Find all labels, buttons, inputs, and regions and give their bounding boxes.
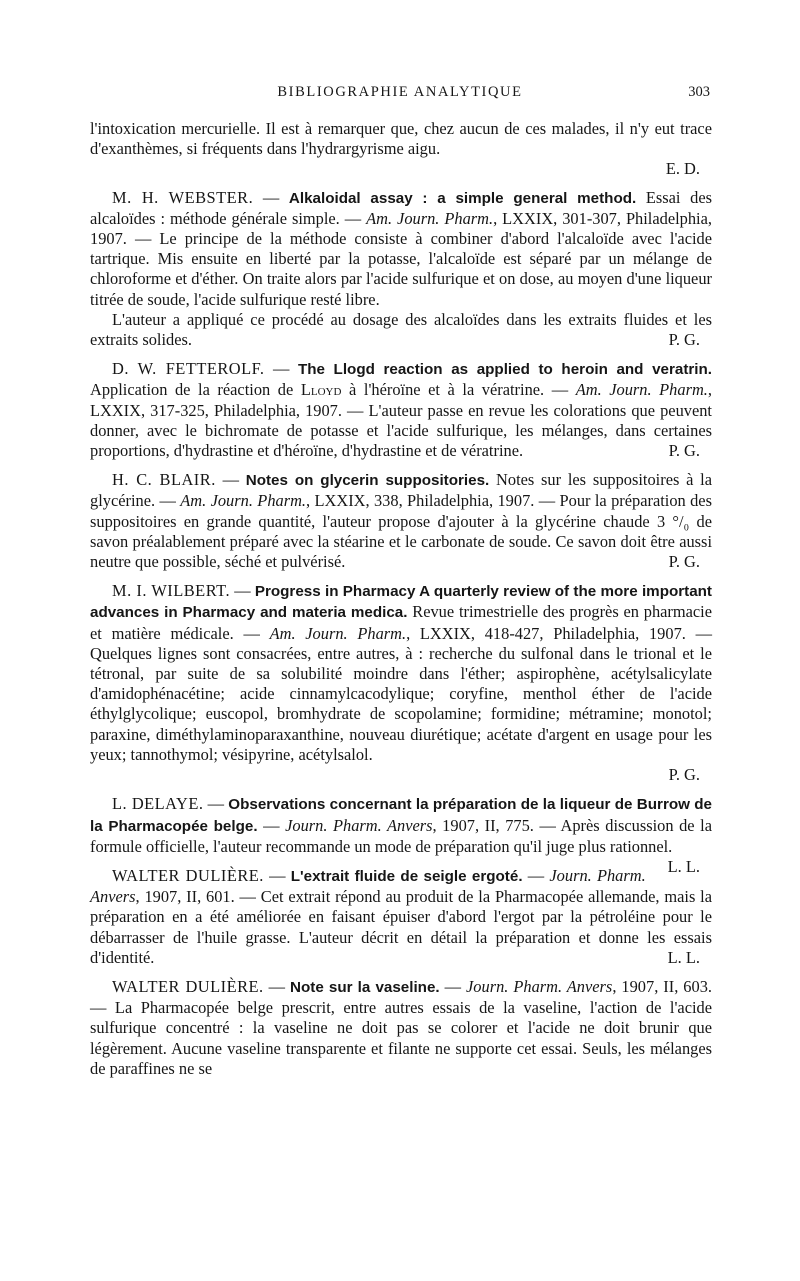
entry-wilbert: M. I. WILBERT. — Progress in Pharmacy A quarterly review of the more important advances in Pharmacy and materia medica. Revue trimestrielle des progrès en pharmacie et matière médicale. — Am. Journ. Pharm., LXXIX, 418-427, Philadelphia, 1907. — Quelques lignes sont consacrées, entre autres, à : recherche du sulfonal dans le trional et le tétronal, par suite de sa solubilité moindre dans l'éther; aspirophène, acétylsalicylate d'amidophénacétine; acide cinnamylcacodylique; coryfine, menthol éther de l'acide éthylglycolique; euscopol, bromhydrate de scopolamine; formidine; métramine; monotol; paraxine, diméthylaminoparaxanthine, nouveau diurétique; acétate d'argent en usage pour les yeux; tannothymol; vésipyrine, acétylsalol. P. G. bbox=[90, 581, 713, 785]
entry-author: H. C. BLAIR. bbox=[112, 470, 216, 490]
entry-title: Note sur la vaseline. bbox=[290, 978, 440, 996]
entry-text: l'intoxication mercurielle. Il est à remarquer que, chez aucun de ces malades, il n'y eut trace d'exanthèmes, si fréquents dans l'hydrargyrisme aigu. bbox=[90, 119, 712, 159]
entry-signature: P. G. bbox=[668, 765, 700, 785]
entry-text: , LXXIX, 301-307, Philadelphia, 1907. — Le principe de la méthode consiste à combiner d'abord l'alcaloïde avec l'acide tartrique. Mis ensuite en liberté par la potasse, l'alcaloïde est séparé par un mélange de chloroforme et d'éther. On traite alors par l'acide sulfurique et on dose, au moyen d'une liqueur titrée de soude, l'acide sulfurique resté libre. bbox=[90, 208, 712, 309]
entry-delaye: L. DELAYE. — Observations concernant la préparation de la liqueur de Burrow de la Pharmacopée belge. — Journ. Pharm. Anvers, 1907, II, 775. — Après discussion de la formule officielle, l'auteur recommande un mode de préparation qu'il juge plus rationnel. L. L. bbox=[90, 794, 712, 876]
entry-continuation bbox=[90, 119, 712, 180]
entry-author: L. DELAYE. bbox=[112, 794, 204, 814]
entry-journal-ref: Journ. Pharm. Anvers bbox=[90, 865, 646, 907]
entry-text: — bbox=[527, 865, 545, 885]
entry-journal-ref: Journ. Pharm. Anvers bbox=[466, 976, 613, 996]
entry-signature: P. G. bbox=[668, 552, 700, 572]
page-number: 303 bbox=[688, 84, 710, 100]
entry-signature: L. L. bbox=[667, 947, 700, 967]
entry-journal-ref: Am. Journ. Pharm. bbox=[180, 491, 307, 511]
entry-title: The Llogd reaction as applied to heroin and veratrin. bbox=[297, 361, 713, 379]
entry-duliere-ergot: WALTER DULIÈRE. — L'extrait fluide de seigle ergoté. — Journ. Pharm. Anvers, 1907, II, 601. — Cet extrait répond au produit de la Pharmacopée allemande, mais la préparation en a été améliorée en faisant épuiser d'abord l'ergot par la pétroléine pour le débarrasser de l'huile grasse. L'auteur décrit en détail la préparation et donne les essais d'identité. L. L. bbox=[90, 865, 712, 967]
entry-text: — bbox=[263, 815, 280, 835]
entry-signature: E. D. bbox=[665, 159, 700, 179]
entry-fetterolf: D. W. FETTEROLF. — The Llogd reaction as applied to heroin and veratrin. Application de la réaction de Lloyd à l'héroïne et à la vératrine. — Am. Journ. Pharm., LXXIX, 317-325, Philadelphia, 1907. — L'auteur passe en revue les colorations que peuvent donner, avec le bichromate de potasse et l'acide sulfurique, les mélanges, dans certaines proportions, d'hydrastine et d'héroïne, d'hydrastine et de vératrine. P. G. bbox=[90, 359, 713, 461]
entry-text: Essai des alcaloïdes : méthode générale simple. — bbox=[90, 187, 712, 228]
entry-author: WALTER DULIÈRE. bbox=[112, 976, 264, 996]
entry-name-smallcaps: Lloyd bbox=[300, 380, 342, 400]
entry-journal-ref: Am. Journ. Pharm. bbox=[575, 380, 708, 400]
entry-signature: L. L. bbox=[667, 856, 700, 876]
entry-text: , 1907, II, 603. — La Pharmacopée belge prescrit, entre autres essais de la vaseline, l'action de l'acide sulfurique concentré : la vaseline ne doit pas se colorer et l'acide ne doit brunir que légèrement. Aucune vaseline transparente et filante ne supporte cet essai. Seuls, les mélanges de paraffines ne se bbox=[90, 976, 712, 1078]
entry-webster: M. H. WEBSTER. — Alkaloidal assay : a simple general method. Essai des alcaloïdes : méthode générale simple. — Am. Journ. Pharm., LXXIX, 301-307, Philadelphia, 1907. — Le principe de la méthode consiste à combiner d'abord l'alcaloïde avec l'acide tartrique. Mis ensuite en liberté par la potasse, l'alcaloïde est séparé par un mélange de chloroforme et d'éther. On traite alors par l'acide sulfurique et on dose, au moyen d'une liqueur titrée de soude, l'acide sulfurique resté libre. L'auteur a appliqué ce procédé au dosage des alcaloïdes dans les extraits fluides et les extraits solides. P. G. bbox=[90, 187, 712, 350]
entry-author: D. W. FETTEROLF. bbox=[112, 359, 265, 379]
entry-text: Revue trimestrielle des progrès en pharmacie et matière médicale. — bbox=[90, 602, 713, 643]
entry-text: Notes sur les suppositoires à la glycérine. — bbox=[90, 470, 713, 511]
entry-title: Progress in Pharmacy A quarterly review of the more important advances in Pharmacy and materia medica. bbox=[90, 583, 712, 622]
entry-title: Observations concernant la préparation de la liqueur de Burrow de la Pharmacopée belge. bbox=[90, 796, 712, 835]
entry-author: M. I. WILBERT. bbox=[112, 581, 231, 601]
entry-author: M. H. WEBSTER. bbox=[112, 187, 254, 207]
entry-text: à l'héroïne et à la vératrine. — bbox=[349, 380, 569, 400]
entry-text: L'auteur a appliqué ce procédé au dosage des alcaloïdes dans les extraits fluides et les extraits solides. bbox=[90, 309, 712, 350]
page-body bbox=[90, 119, 712, 1088]
page-header bbox=[90, 84, 710, 108]
entry-author: WALTER DULIÈRE. bbox=[112, 865, 264, 885]
entry-journal-ref: Journ. Pharm. Anvers bbox=[285, 815, 433, 835]
entry-text: , 1907, II, 601. — Cet extrait répond au produit de la Pharmacopée allemande, mais la préparation en a été améliorée en faisant épuiser d'abord l'ergot par la pétroléine pour le débarrasser de l'huile grasse. L'auteur décrit en détail la préparation et donne les essais d'identité. bbox=[90, 887, 712, 967]
entry-signature: P. G. bbox=[668, 330, 700, 350]
entry-text: , LXXIX, 338, Philadelphia, 1907. — Pour la préparation des suppositoires en grande quantité, l'auteur propose d'ajouter à la glycérine chaude 3 °/₀ de savon préalablement préparé avec la stéarine et le carbonate de soude. Ce savon doit être aussi neutre que possible, séché et pulvérisé. bbox=[90, 491, 712, 572]
entry-journal-ref: Am. Journ. Pharm. bbox=[269, 623, 407, 643]
entry-text: , LXXIX, 418-427, Philadelphia, 1907. — Quelques lignes sont consacrées, entre autres, à : recherche du sulfonal dans le trional et le tétronal, par suite de sa solubilité moindre dans l'éther; aspirophène, acétylsalicylate d'amidophénacétine; acide cinnamylcacodylique; coryfine, menthol éther de l'acide éthylglycolique; euscopol, bromhydrate de scopolamine; formidine; métramine; monotol; paraxine, diméthylaminoparaxanthine, nouveau diurétique; acétate d'argent en usage pour les yeux; tannothymol; vésipyrine, acétylsalol. bbox=[90, 623, 712, 764]
entry-text: — bbox=[444, 976, 462, 996]
running-title: BIBLIOGRAPHIE ANALYTIQUE bbox=[277, 84, 523, 100]
entry-signature: P. G. bbox=[668, 441, 700, 461]
entry-title: Notes on glycerin suppositories. bbox=[245, 472, 490, 490]
entry-text: Application de la réaction de bbox=[90, 380, 294, 400]
entry-text: , 1907, II, 775. — Après discussion de la formule officielle, l'auteur recommande un mode de préparation qu'il juge plus rationnel. bbox=[90, 815, 712, 856]
entry-text: , LXXIX, 317-325, Philadelphia, 1907. — L'auteur passe en revue les colorations que peuvent donner, avec le bichromate de potasse et l'acide sulfurique, les mélanges, dans certaines proportions, d'hydrastine et d'héroïne, d'hydrastine et de vératrine. bbox=[90, 380, 712, 461]
entry-title: L'extrait fluide de seigle ergoté. bbox=[290, 867, 523, 885]
entry-journal-ref: Am. Journ. Pharm. bbox=[366, 208, 494, 228]
entry-title: Alkaloidal assay : a simple general method. bbox=[288, 189, 637, 207]
entry-duliere-vaseline: WALTER DULIÈRE. — Note sur la vaseline. — Journ. Pharm. Anvers, 1907, II, 603. — La Pharmacopée belge prescrit, entre autres essais de la vaseline, l'action de l'acide sulfurique concentré : la vaseline ne doit pas se colorer et l'acide ne doit brunir que légèrement. Aucune vaseline transparente et filante ne supporte cet essai. Seuls, les mélanges de paraffines ne se bbox=[90, 976, 712, 1078]
entry-blair: H. C. BLAIR. — Notes on glycerin suppositories. Notes sur les suppositoires à la glycérine. — Am. Journ. Pharm., LXXIX, 338, Philadelphia, 1907. — Pour la préparation des suppositoires en grande quantité, l'auteur propose d'ajouter à la glycérine chaude 3 °/₀ de savon préalablement préparé avec la stéarine et le carbonate de soude. Ce savon doit être aussi neutre que possible, séché et pulvérisé. P. G. bbox=[90, 470, 713, 572]
